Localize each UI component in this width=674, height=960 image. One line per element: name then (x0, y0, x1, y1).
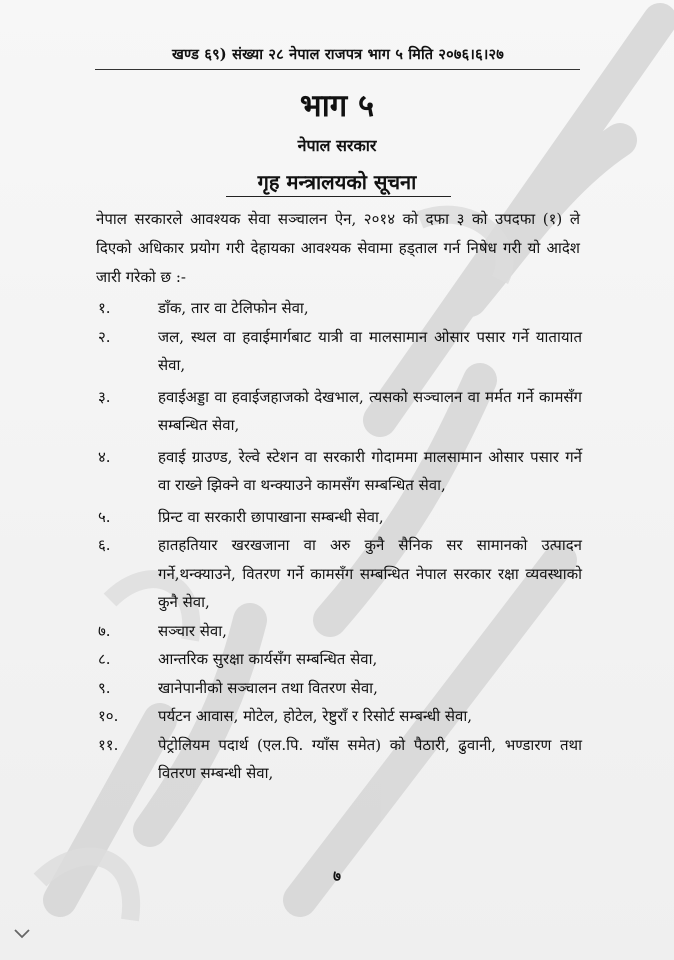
list-item (96, 323, 582, 380)
chevron-down-icon[interactable] (12, 924, 32, 944)
list-item (96, 617, 582, 646)
item-number: ५. (98, 507, 111, 526)
item-number: ६. (98, 536, 111, 554)
list-item (96, 294, 582, 323)
essential-services-list (96, 294, 582, 788)
item-text: प्रिन्ट वा सरकारी छापाखाना सम्बन्धी सेवा, (158, 507, 384, 526)
item-number: १. (98, 299, 111, 317)
list-item (96, 702, 582, 731)
page-number: ७ (333, 867, 341, 885)
item-text: पेट्रोलियम पदार्थ (एल.पि. ग्याँस समेत) को पैठारी, ढुवानी, भण्डारण तथा वितरण सम्बन्धी सेवा, (158, 735, 582, 782)
government-title: नेपाल सरकार (297, 136, 377, 155)
item-number: ४. (98, 447, 111, 466)
item-number: ७. (98, 621, 111, 640)
intro-paragraph: नेपाल सरकारले आवश्यक सेवा सञ्चालन ऐन, २०१४ को दफा ३ को उपदफा (१) ले दिएको अधिकार प्रयोग गरी देहायका आवश्यक सेवामा हड्ताल गर्न निषेध गरी यो आदेश जारी गरेको छ :- (96, 210, 580, 286)
list-item (96, 645, 582, 674)
list-item (96, 383, 582, 440)
part-title: भाग ५ (299, 88, 375, 124)
item-text: हातहतियार खरखजाना वा अरु कुनै सैनिक सर सामानको उत्पादन गर्ने,थन्क्याउने, वितरण गर्ने कामसँग सम्बन्धित नेपाल सरकार रक्षा व्यवस्थाको कुनै सेवा, (158, 536, 582, 611)
gazette-header: खण्ड ६९) संख्या २८ नेपाल राजपत्र भाग ५ मिति २०७६।६।२७ (171, 46, 505, 63)
item-text: सञ्चार सेवा, (158, 621, 227, 640)
item-text: आन्तरिक सुरक्षा कार्यसँग सम्बन्धित सेवा, (158, 650, 378, 668)
item-number: ८. (98, 650, 111, 668)
item-text: डाँक, तार वा टेलिफोन सेवा, (158, 299, 309, 317)
list-item (96, 674, 582, 703)
list-item (96, 503, 582, 532)
item-number: ११. (98, 735, 119, 754)
list-item (96, 443, 582, 500)
item-number: १०. (98, 707, 119, 725)
item-text: जल, स्थल वा हवाईमार्गबाट यात्री वा मालसामान ओसार पसार गर्ने यातायात सेवा, (158, 327, 582, 374)
item-text: हवाईअड्डा वा हवाईजहाजको देखभाल, त्यसको सञ्चालन वा मर्मत गर्ने कामसँग सम्बन्धित सेवा, (158, 387, 582, 434)
title-underline (226, 196, 451, 197)
list-item (96, 731, 582, 788)
ministry-notice-title: गृह मन्त्रालयको सूचना (257, 170, 417, 194)
item-number: ९. (98, 678, 111, 697)
item-text: पर्यटन आवास, मोटेल, होटेल, रेष्टुराँ र रिसोर्ट सम्बन्धी सेवा, (158, 707, 473, 725)
item-text: हवाई ग्राउण्ड, रेल्वे स्टेशन वा सरकारी गोदाममा मालसामान ओसार पसार गर्ने वा राख्ने झिक्ने वा थन्क्याउने कामसँग सम्बन्धित सेवा, (158, 447, 582, 494)
header-divider (95, 69, 580, 70)
item-text: खानेपानीको सञ्चालन तथा वितरण सेवा, (158, 678, 378, 697)
item-number: ३. (98, 387, 111, 406)
item-number: २. (98, 327, 111, 346)
list-item (96, 531, 582, 617)
